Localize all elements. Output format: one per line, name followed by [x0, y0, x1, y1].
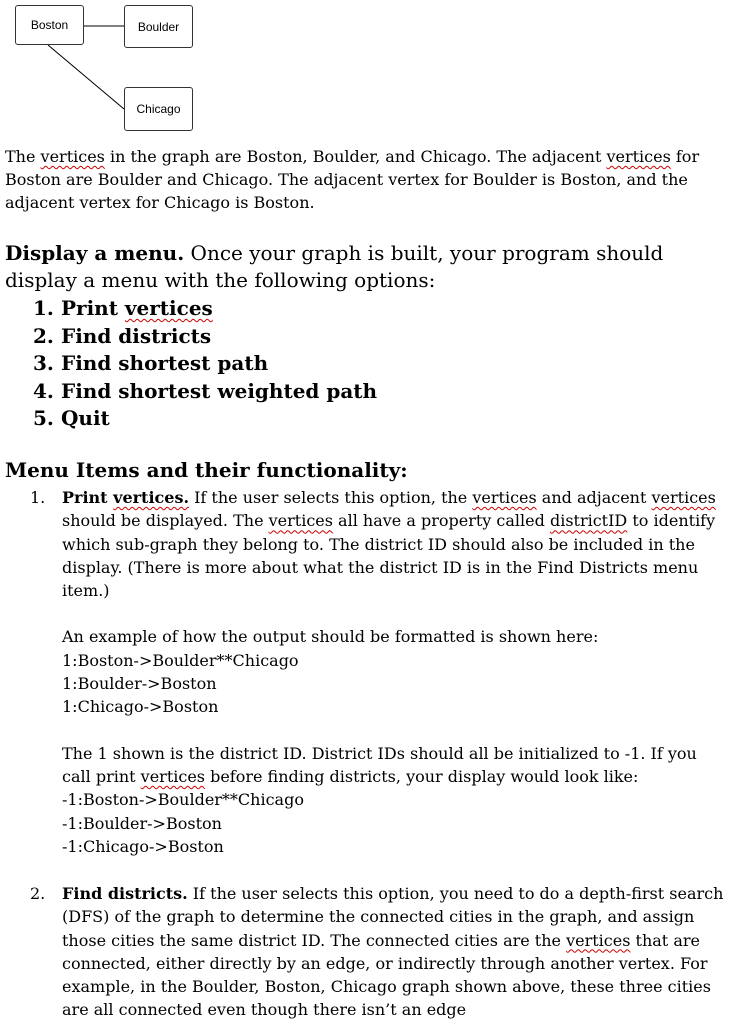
menu-item-print-vertices: 1. Print vertices. If the user selects this option, the vertices and adjacent vertices should be displayed. The vertices all have a property called districtID to identify which sub-graph they belong to. The district ID should also be included in the display. (There is more about what the district ID is in the Find Districts menu item.) An example of how the output should be formatted is shown here: 1:Boston->Boulder**Chicago 1:Boulder->Boston 1:Chicago->Boston The 1 shown is the district ID. District IDs should all be initialized to -1. If you call print vertices before finding districts, your display would look like: -1:Boston->Boulder**Chicago -1:Boulder->Boston -1:Chicago->Boston — [30, 486, 730, 858]
example-line: -1:Chicago->Boston — [62, 836, 224, 856]
menu-item-find-districts: 2. Find districts. If the user selects this option, you need to do a depth-first search (DFS) of the graph to determine the connected cities in the graph, and assign those cities the same district ID. The connected cities are the vertices that are connected, either directly by an edge, or indirectly through another vertex. For example, in the Boulder, Boston, Chicago graph shown above, these three cities are all connected even though there isn’t an edge — [30, 882, 730, 1022]
menu-options-list — [33, 295, 377, 433]
list-item: 4. Find shortest weighted path — [33, 378, 378, 403]
functionality-heading: Menu Items and their functionality: — [5, 458, 408, 482]
example-line: 1:Chicago->Boston — [62, 697, 219, 717]
menu-intro-bold: Display a menu. — [5, 241, 185, 265]
example-intro: An example of how the output should be formatted is shown here: — [62, 627, 599, 647]
district-note: The 1 shown is the district ID. District IDs should all be initialized to -1. If you call print vertices before finding districts, your display would look like: — [62, 743, 697, 786]
edge-boston-chicago — [48, 45, 124, 109]
example-line: 1:Boulder->Boston — [62, 674, 217, 694]
example-line: -1:Boston->Boulder**Chicago — [62, 790, 304, 810]
list-item: 1. Print vertices — [33, 296, 213, 320]
item2-description: Find districts. If the user selects this option, you need to do a depth-first search (DFS) of the graph to determine the connected cities in the graph, and assign those cities the same district ID. The connected cities are the vertices that are connected, either directly by an edge, or indirectly through another vertex. For example, in the Boulder, Boston, Chicago graph shown above, these three cities are all connected even though there isn’t an edge — [62, 884, 724, 1020]
menu-intro: Display a menu. Once your graph is built, your program should display a menu with the following options: — [5, 241, 664, 292]
intro-paragraph: The vertices in the graph are Boston, Boulder, and Chicago. The adjacent vertices for Boston are Boulder and Chicago. The adjacent vertex for Boulder is Boston, and the adjacent vertex for Chicago is Boston. — [5, 147, 700, 212]
item1-description: Print vertices. If the user selects this option, the vertices and adjacent vertices should be displayed. The vertices all have a property called districtID to identify which sub-graph they belong to. The district ID should also be included in the display. (There is more about what the district ID is in the Find Districts menu item.) — [62, 488, 716, 601]
example-line: -1:Boulder->Boston — [62, 813, 222, 833]
node-boston: Boston — [15, 5, 84, 45]
list-item: 2. Find districts — [33, 323, 212, 348]
example-line: 1:Boston->Boulder**Chicago — [62, 650, 299, 670]
list-item: 3. Find shortest path — [33, 351, 269, 375]
list-item: 5. Quit — [33, 406, 110, 430]
node-chicago: Chicago — [124, 87, 193, 131]
graph-edges — [0, 0, 755, 140]
node-boulder: Boulder — [124, 5, 193, 48]
